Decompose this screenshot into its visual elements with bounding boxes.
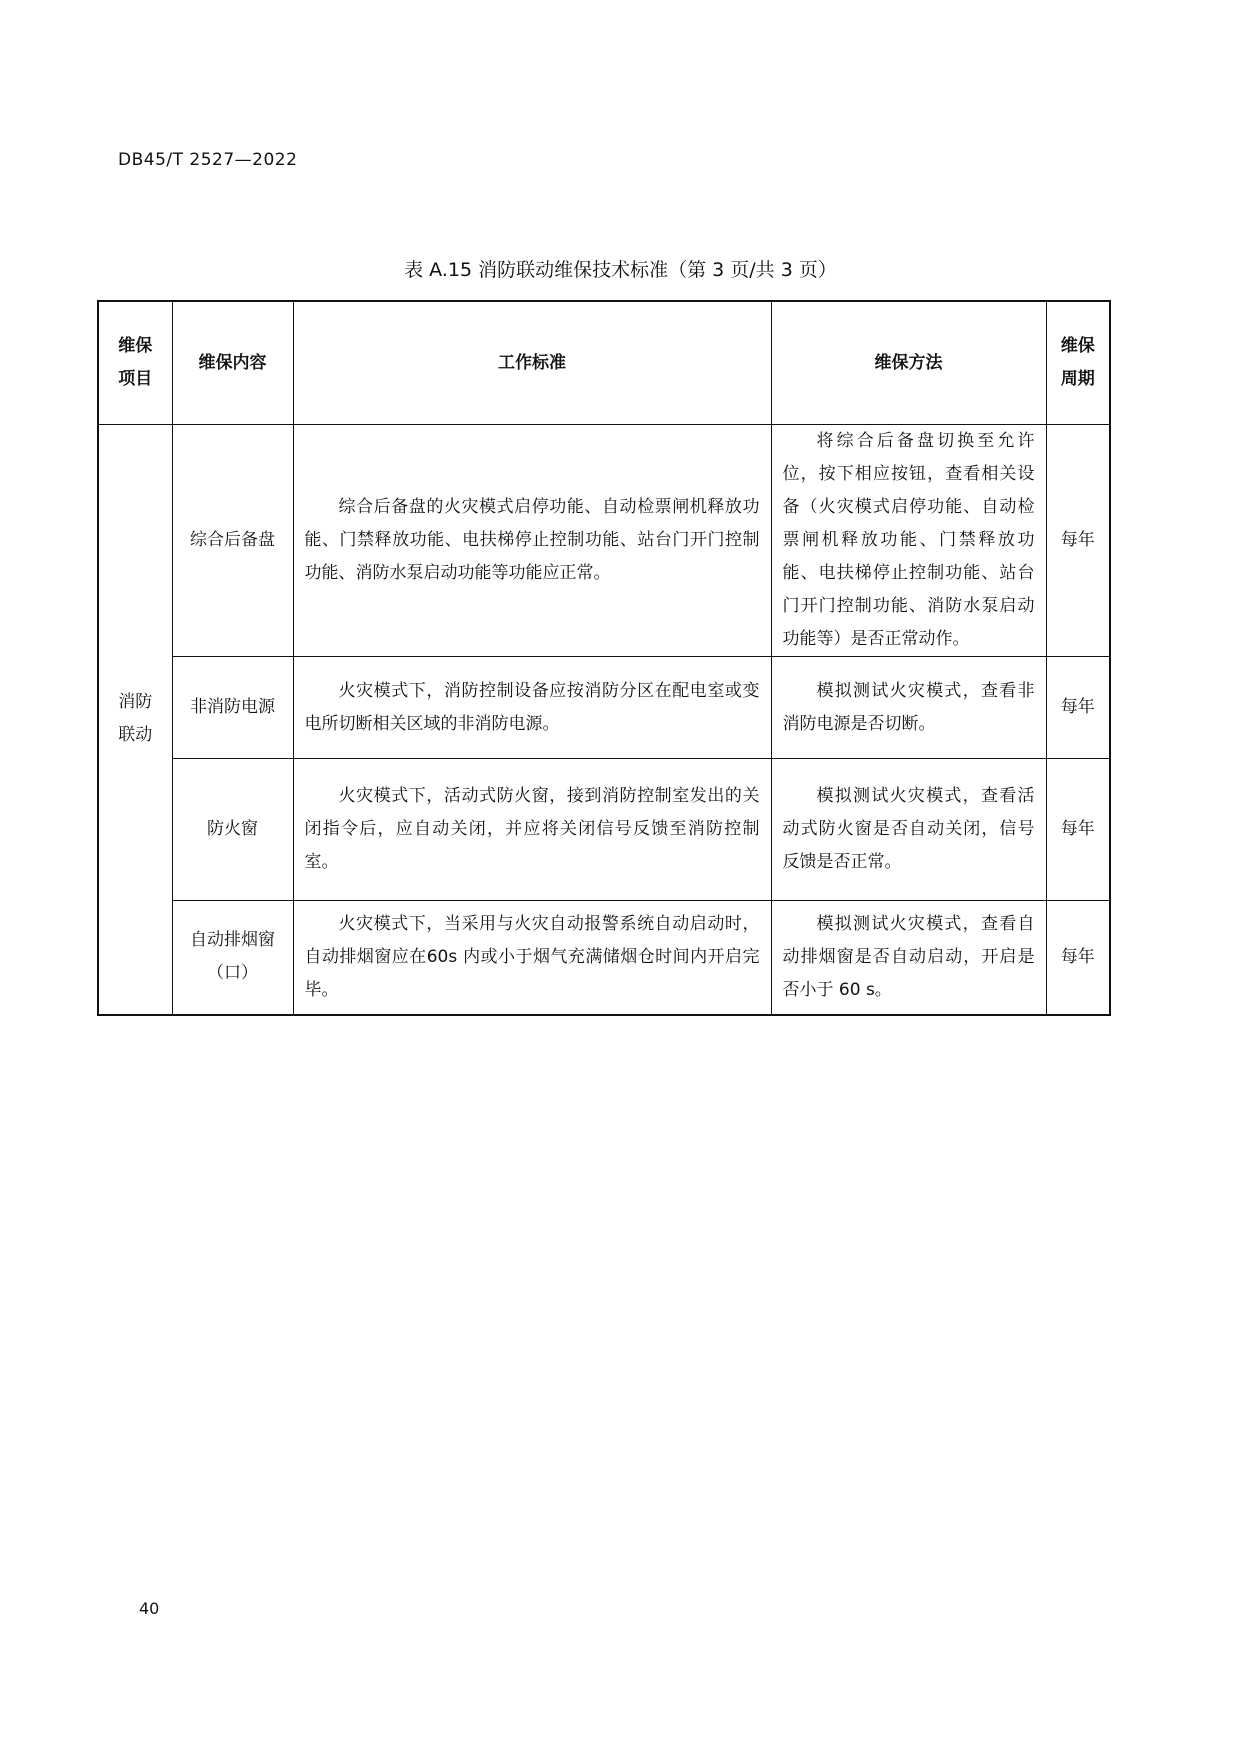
method-cell: 模拟测试火灾模式，查看活动式防火窗是否自动关闭，信号反馈是否正常。 [771,759,1046,901]
method-cell: 模拟测试火灾模式，查看非消防电源是否切断。 [771,657,1046,759]
content-cell: 综合后备盘 [172,425,293,657]
cycle-cell: 每年 [1046,425,1110,657]
header-maintenance-item [98,301,172,425]
method-cell: 模拟测试火灾模式，查看自动排烟窗是否自动启动，开启是否小于 60 s。 [771,901,1046,1015]
content-cell [172,901,293,1015]
content-line1: 自动排烟窗 [190,930,275,951]
table-title: 表 A.15 消防联动维保技术标准（第 3 页/共 3 页） [404,259,837,281]
table-row [98,901,1110,1015]
header-cycle-line1: 维保 [1060,336,1095,356]
cycle-cell: 每年 [1046,657,1110,759]
table-row [98,759,1110,901]
item-name-cell [98,425,172,1015]
standard-cell: 综合后备盘的火灾模式启停功能、自动检票闸机释放功能、门禁释放功能、电扶梯停止控制功能、站台门开门控制功能、消防水泵启动功能等功能应正常。 [293,425,771,657]
header-work-standard: 工作标准 [293,301,771,425]
cycle-cell: 每年 [1046,759,1110,901]
item-name-line2: 联动 [118,725,153,746]
content-cell: 防火窗 [172,759,293,901]
document-code: DB45/T 2527—2022 [118,150,298,170]
content-cell: 非消防电源 [172,657,293,759]
standard-cell: 火灾模式下，活动式防火窗，接到消防控制室发出的关闭指令后，应自动关闭，并应将关闭信号反馈至消防控制室。 [293,759,771,901]
page-number: 40 [139,1599,160,1618]
item-name-line1: 消防 [118,692,153,713]
method-cell: 将综合后备盘切换至允许位，按下相应按钮，查看相关设备（火灾模式启停功能、自动检票闸机释放功能、门禁释放功能、电扶梯停止控制功能、站台门开门控制功能、消防水泵启动功能等）是否正常动作。 [771,425,1046,657]
header-item-line2: 项目 [118,369,153,389]
header-item-line1: 维保 [118,336,153,356]
header-maintenance-content: 维保内容 [172,301,293,425]
standard-cell: 火灾模式下，消防控制设备应按消防分区在配电室或变电所切断相关区域的非消防电源。 [293,657,771,759]
header-maintenance-cycle [1046,301,1110,425]
content-line2: （口） [207,963,258,984]
header-cycle-line2: 周期 [1060,369,1095,389]
maintenance-standard-table [97,300,1111,1016]
table-row [98,425,1110,657]
table-row [98,657,1110,759]
cycle-cell: 每年 [1046,901,1110,1015]
header-maintenance-method: 维保方法 [771,301,1046,425]
table-header-row [98,301,1110,425]
standard-cell: 火灾模式下，当采用与火灾自动报警系统自动启动时，自动排烟窗应在60s 内或小于烟气充满储烟仓时间内开启完毕。 [293,901,771,1015]
